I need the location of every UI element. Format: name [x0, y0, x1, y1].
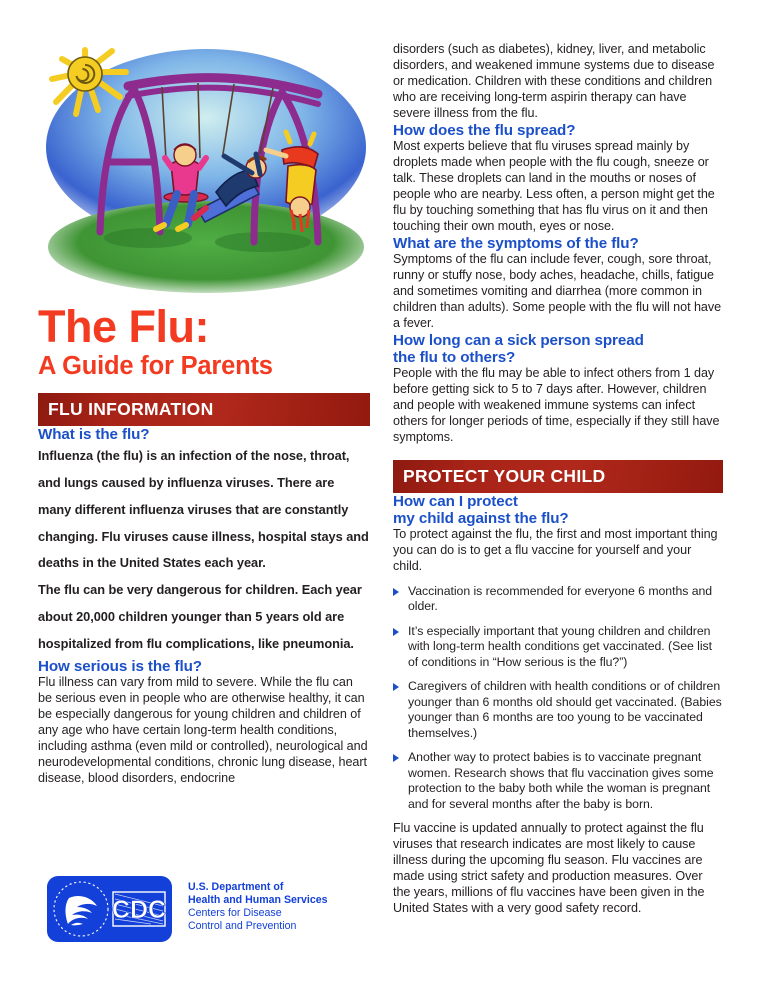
paragraph-how-does-flu-spread: Most experts believe that flu viruses spread mainly by droplets made when people with the flu cough, sneeze or talk. These droplets can land in the mouths or noses of people who are nearby. Less often, a person might get the flu by touching something that has flu virus on it and then touching their own mouth, eyes or nose. [393, 138, 715, 233]
protection-bullet-list [393, 584, 723, 812]
triangle-bullet-icon [393, 588, 399, 596]
paragraph-what-is-the-flu-1: Influenza (the flu) is an infection of the nose, throat, and lungs caused by influenza viruses. There are many different influenza viruses that are constantly changing. Flu viruses cause illness, hospital stays and deaths in the United States each year. [38, 447, 369, 571]
agency-name-block [188, 881, 328, 933]
heading-how-long-spread-line1: How long can a sick person spread [393, 331, 644, 349]
triangle-bullet-icon [393, 628, 399, 636]
swing-set-illustration [38, 42, 370, 294]
heading-how-can-i-protect-line1: How can I protect [393, 492, 518, 510]
list-item-text: Vaccination is recommended for everyone 6 months and older. [408, 583, 713, 614]
paragraph-conditions-continued: disorders (such as diabetes), kidney, liver, and metabolic disorders, and weakened immune systems due to disease or medication. Children with these conditions and children who are receiving long-term aspirin therapy can have severe illness from the flu. [393, 42, 715, 120]
list-item-text: Caregivers of children with health conditions or of children younger than 6 months old should get vaccinated. (Babies younger than 6 months are too young to be vaccinated themselves.) [408, 679, 722, 740]
agency-line-3: Centers for Disease [188, 906, 282, 919]
heading-how-long-spread [393, 332, 723, 366]
cdc-footer [47, 876, 328, 942]
protect-your-child-banner: PROTECT YOUR CHILD [393, 460, 723, 493]
right-column [393, 42, 723, 917]
cdc-logo-text: CDC [111, 896, 167, 924]
list-item [393, 679, 723, 741]
cdc-wordmark [112, 892, 166, 926]
list-item [393, 624, 723, 670]
paragraph-how-long-spread: People with the flu may be able to infect others from 1 day before getting sick to 5 to 7 days after. However, children and people with weakened immune systems can infect others for longer periods of time, especially if they still have symptoms. [393, 365, 720, 444]
agency-line-4: Control and Prevention [188, 919, 297, 932]
paragraph-how-serious-is-the-flu: Flu illness can vary from mild to severe. While the flu can be serious even in people who are otherwise healthy, it can be especially dangerous for young children and children of any age who have certain long-term health conditions, including asthma (even mild or controlled), neurological and neurodevelopmental conditions, chronic lung disease, heart disease, blood disorders, endocrine [38, 674, 368, 785]
list-item-text: It’s especially important that young children and children with long-term health conditions get vaccinated. (See list of conditions in “How serious is the flu?”) [408, 623, 713, 669]
page-subtitle: A Guide for Parents [38, 351, 273, 380]
cdc-logo [47, 876, 172, 942]
heading-what-is-the-flu: What is the flu? [38, 425, 150, 443]
list-item [393, 750, 723, 812]
agency-line-2: Health and Human Services [188, 893, 328, 906]
illustration-svg [38, 42, 370, 294]
page-title: The Flu: [38, 301, 209, 352]
flu-information-banner: FLU INFORMATION [38, 393, 370, 426]
list-item-text: Another way to protect babies is to vaccinate pregnant women. Research shows that flu vaccination gives some protection to the baby both while the woman is pregnant and for several months after the baby is born. [408, 750, 714, 811]
paragraph-protect-intro: To protect against the flu, the first and most important thing you can do is to get a flu vaccine for yourself and your child. [393, 526, 718, 573]
heading-how-long-spread-line2: the flu to others? [393, 348, 516, 366]
heading-how-serious-is-the-flu: How serious is the flu? [38, 657, 202, 675]
cdc-logo-svg [47, 876, 172, 942]
heading-how-can-i-protect-line2: my child against the flu? [393, 509, 569, 527]
paragraph-symptoms-of-the-flu: Symptoms of the flu can include fever, cough, sore throat, runny or stuffy nose, body aches, headache, chills, fatigue and sometimes vomiting and diarrhea (more common in children than adults). Some people with the flu will not have a fever. [393, 251, 722, 330]
triangle-bullet-icon [393, 754, 399, 762]
paragraph-what-is-the-flu-2: The flu can be very dangerous for children. Each year about 20,000 children younger than 5 years old are hospitalized from flu complications, like pneumonia. [38, 582, 362, 651]
paragraph-vaccine-closing: Flu vaccine is updated annually to protect against the flu viruses that research indicates are most likely to cause illness during the upcoming flu season. Flu vaccines are made using strict safety and production measures. Over the years, millions of flu vaccines have been given in the United States with a very good safety record. [393, 821, 705, 915]
hhs-seal-icon [54, 882, 108, 936]
left-column [38, 42, 370, 787]
heading-how-can-i-protect [393, 493, 723, 527]
list-item [393, 584, 723, 615]
heading-how-does-flu-spread: How does the flu spread? [393, 121, 576, 139]
triangle-bullet-icon [393, 683, 399, 691]
agency-line-1: U.S. Department of [188, 881, 284, 893]
heading-symptoms-of-the-flu: What are the symptoms of the flu? [393, 234, 639, 252]
